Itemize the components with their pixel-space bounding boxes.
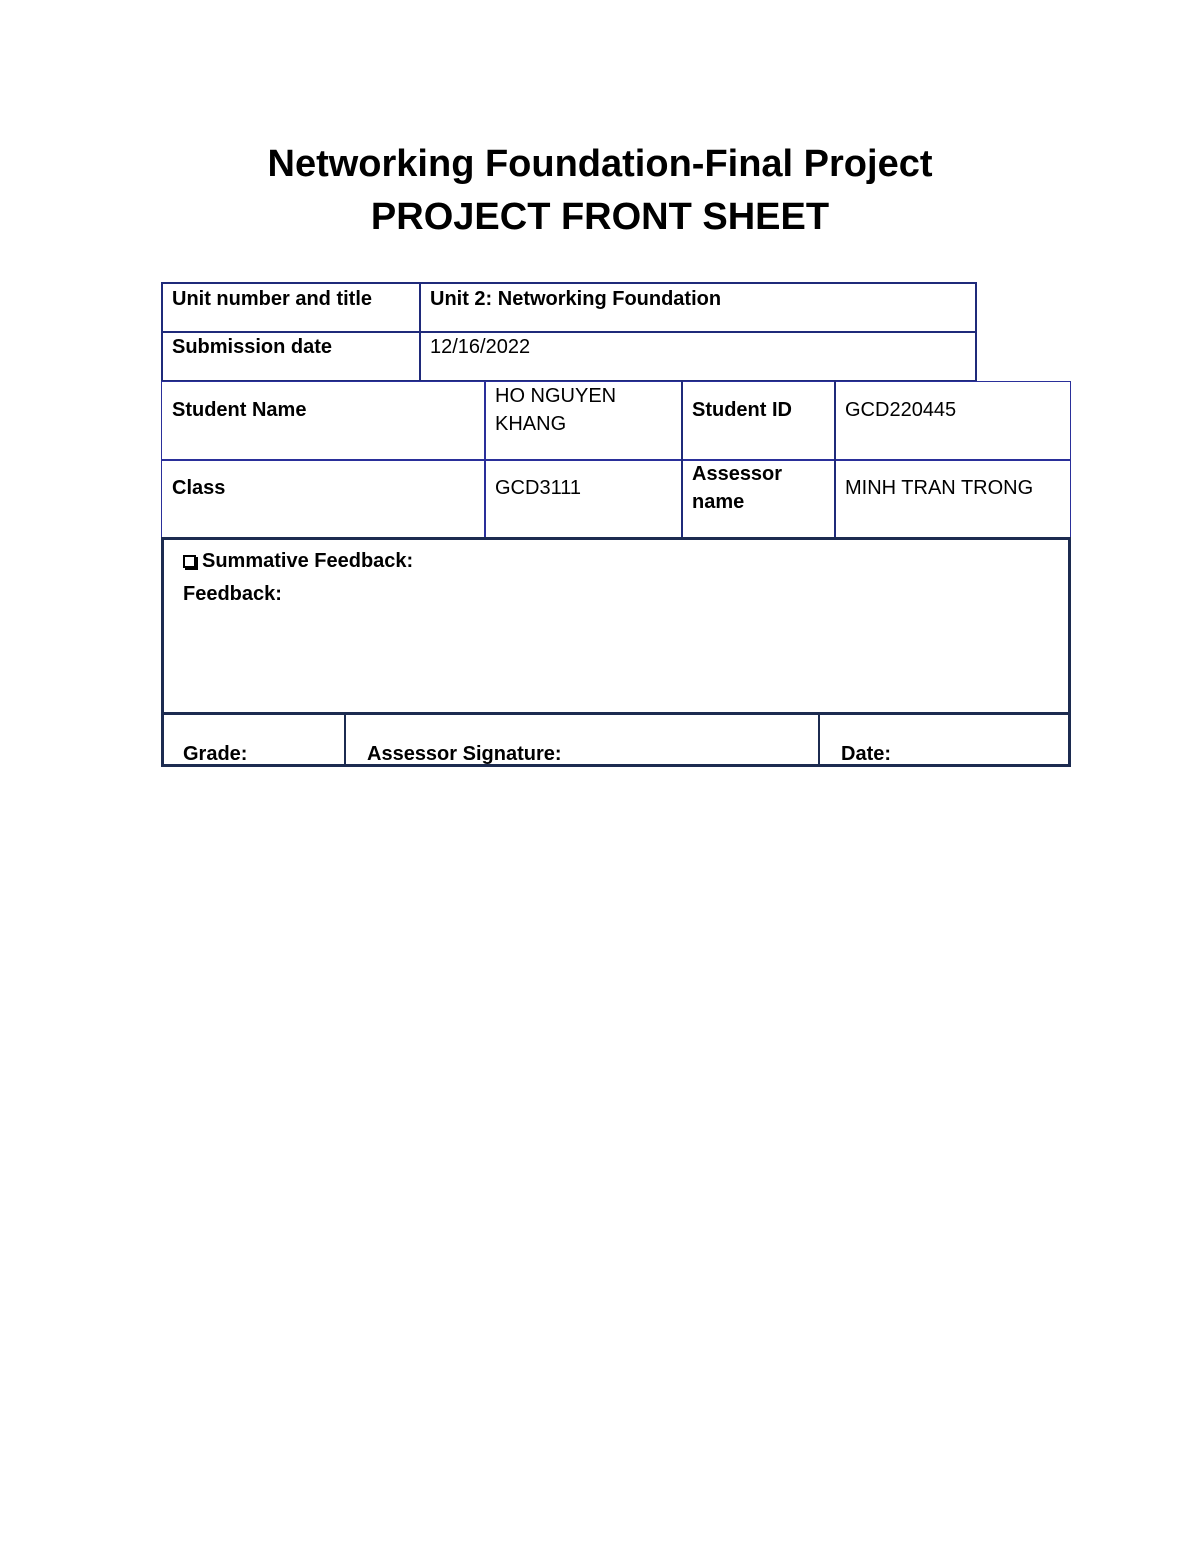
unit-label: Unit number and title <box>172 288 372 310</box>
page-subtitle: PROJECT FRONT SHEET <box>370 196 830 238</box>
page-title: Networking Foundation-Final Project <box>267 143 933 185</box>
checkbox-icon[interactable] <box>183 555 196 568</box>
assessor-label-line1: Assessor <box>692 463 783 485</box>
table-divider <box>344 713 346 766</box>
unit-value: Unit 2: Networking Foundation <box>430 288 722 310</box>
assessor-signature-label: Assessor Signature: <box>367 743 562 765</box>
assessor-value: MINH TRAN TRONG <box>845 477 1034 499</box>
summative-feedback-row <box>172 547 772 575</box>
assessor-label-line2: name <box>692 491 745 513</box>
student-name-line1: HO NGUYEN <box>495 385 617 407</box>
student-name-label: Student Name <box>172 399 307 421</box>
table-divider <box>161 712 1071 715</box>
table-divider <box>161 459 1071 461</box>
date-label: Date: <box>841 743 892 765</box>
student-id-value: GCD220445 <box>845 399 957 421</box>
class-label: Class <box>172 477 226 499</box>
submission-value: 12/16/2022 <box>430 336 531 358</box>
table-divider <box>818 713 820 766</box>
summative-feedback-label: Summative Feedback: <box>202 550 414 572</box>
feedback-label: Feedback: <box>183 583 282 605</box>
student-name-line2: KHANG <box>495 413 567 435</box>
grade-label: Grade: <box>183 743 248 765</box>
class-value: GCD3111 <box>495 477 581 499</box>
submission-label: Submission date <box>172 336 333 358</box>
student-id-label: Student ID <box>692 399 792 421</box>
